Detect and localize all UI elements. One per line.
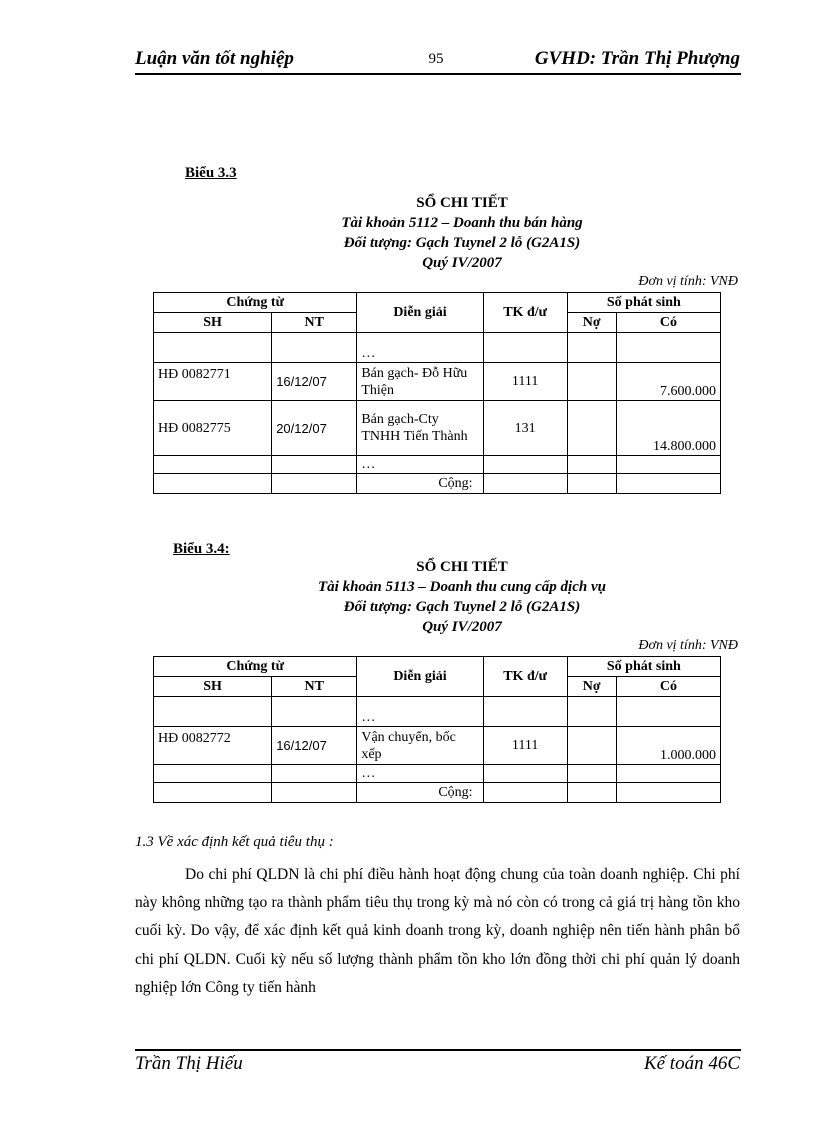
cell-co	[616, 697, 720, 727]
cell-no	[567, 401, 616, 456]
cell-sh	[154, 333, 272, 363]
cell-nt	[272, 765, 357, 783]
col-so-phat-sinh: Số phát sinh	[567, 657, 720, 677]
cell-sh	[154, 697, 272, 727]
cell-no	[567, 697, 616, 727]
total-label: Cộng:	[357, 474, 483, 494]
col-so-phat-sinh: Số phát sinh	[567, 293, 720, 313]
table1-account: Tài khoản 5112 – Doanh thu bán hàng	[341, 215, 583, 231]
table-row	[154, 363, 721, 401]
table2-account: Tài khoản 5113 – Doanh thu cung cấp dịch vụ	[318, 579, 606, 595]
footer-author: Trần Thị Hiếu	[135, 1053, 243, 1074]
table1-object: Đối tượng: Gạch Tuynel 2 lỗ (G2A1S)	[343, 235, 581, 251]
col-nt: NT	[272, 677, 357, 697]
table2-period: Quý IV/2007	[422, 619, 502, 635]
section-paragraph: Do chi phí QLDN là chi phí điều hành hoạt động chung của toàn doanh nghiệp. Chi phí này không những tạo ra thành phẩm tiêu thụ trong kỳ mà nó còn có trong cả giá trị hàng tồn kho cuối kỳ. Do vậy, để xác định kết quả kinh doanh trong kỳ, doanh nghiệp nên tiến hành phân bổ chi phí QLDN. Cuối kỳ nếu số lượng thành phẩm tồn kho lớn đồng thời chi phí quản lý doanh nghiệp lớn Công ty tiến hành	[135, 866, 740, 996]
cell-dien-giai: …	[357, 697, 483, 727]
cell-nt: 20/12/07	[272, 401, 357, 456]
cell-sh: HĐ 0082771	[154, 363, 272, 401]
cell-dien-giai: Vận chuyển, bốc xếp	[357, 727, 483, 765]
header-right-advisor: GVHD: Trần Thị Phượng	[534, 48, 740, 69]
cell-sh	[154, 765, 272, 783]
table-row	[154, 765, 721, 783]
col-no: Nợ	[567, 677, 616, 697]
cell-nt	[272, 456, 357, 474]
ledger-table-5112	[153, 292, 721, 494]
cell-dien-giai: …	[357, 333, 483, 363]
cell-co	[616, 456, 720, 474]
table1-title: SỔ CHI TIẾT	[416, 195, 508, 211]
col-sh: SH	[154, 313, 272, 333]
header-left-title: Luận văn tốt nghiệp	[135, 48, 294, 69]
cell-no	[567, 727, 616, 765]
col-chung-tu: Chứng từ	[154, 657, 357, 677]
cell-tk: 1111	[483, 727, 567, 765]
cell-dien-giai: Bán gạch-Cty TNHH Tiến Thành	[357, 401, 483, 456]
cell-dien-giai: Bán gạch- Đỗ Hữu Thiện	[357, 363, 483, 401]
cell-dien-giai: …	[357, 765, 483, 783]
col-dien-giai: Diễn giải	[357, 293, 483, 333]
table-row	[154, 697, 721, 727]
table1-period: Quý IV/2007	[422, 255, 502, 271]
col-chung-tu: Chứng từ	[154, 293, 357, 313]
cell-no	[567, 456, 616, 474]
col-sh: SH	[154, 677, 272, 697]
cell-sh: HĐ 0082772	[154, 727, 272, 765]
cell-tk	[483, 333, 567, 363]
cell-tk	[483, 697, 567, 727]
table-total-row	[154, 783, 721, 803]
cell-nt	[272, 333, 357, 363]
cell-co	[616, 333, 720, 363]
table1-unit: Đơn vị tính: VNĐ	[638, 274, 738, 289]
cell-co: 7.600.000	[616, 363, 720, 401]
table2-object: Đối tượng: Gạch Tuynel 2 lỗ (G2A1S)	[343, 599, 581, 615]
cell-dien-giai: …	[357, 456, 483, 474]
cell-sh: HĐ 0082775	[154, 401, 272, 456]
page-number: 95	[428, 51, 444, 67]
table-row	[154, 727, 721, 765]
cell-nt	[272, 697, 357, 727]
section-heading: 1.3 Về xác định kết quả tiêu thụ :	[135, 834, 334, 850]
col-co: Có	[616, 677, 720, 697]
table-row	[154, 333, 721, 363]
col-tk-du: TK đ/ư	[483, 293, 567, 333]
cell-tk: 131	[483, 401, 567, 456]
ledger-table-5113	[153, 656, 721, 803]
cell-no	[567, 333, 616, 363]
table2-label: Biểu 3.4:	[173, 541, 230, 557]
footer-class: Kế toán 46C	[643, 1053, 740, 1074]
cell-co: 14.800.000	[616, 401, 720, 456]
header-divider	[135, 73, 741, 75]
cell-nt: 16/12/07	[272, 363, 357, 401]
table-row	[154, 401, 721, 456]
col-no: Nợ	[567, 313, 616, 333]
col-dien-giai: Diễn giải	[357, 657, 483, 697]
cell-tk	[483, 765, 567, 783]
col-nt: NT	[272, 313, 357, 333]
cell-co	[616, 765, 720, 783]
total-label: Cộng:	[357, 783, 483, 803]
cell-tk	[483, 456, 567, 474]
table2-unit: Đơn vị tính: VNĐ	[638, 638, 738, 653]
cell-sh	[154, 456, 272, 474]
col-co: Có	[616, 313, 720, 333]
cell-nt: 16/12/07	[272, 727, 357, 765]
table-row	[154, 456, 721, 474]
cell-co: 1.000.000	[616, 727, 720, 765]
table-total-row	[154, 474, 721, 494]
cell-no	[567, 363, 616, 401]
col-tk-du: TK đ/ư	[483, 657, 567, 697]
table1-label: Biểu 3.3	[185, 165, 237, 181]
cell-tk: 1111	[483, 363, 567, 401]
cell-no	[567, 765, 616, 783]
footer-divider	[135, 1049, 741, 1051]
table2-title: SỔ CHI TIẾT	[416, 559, 508, 575]
